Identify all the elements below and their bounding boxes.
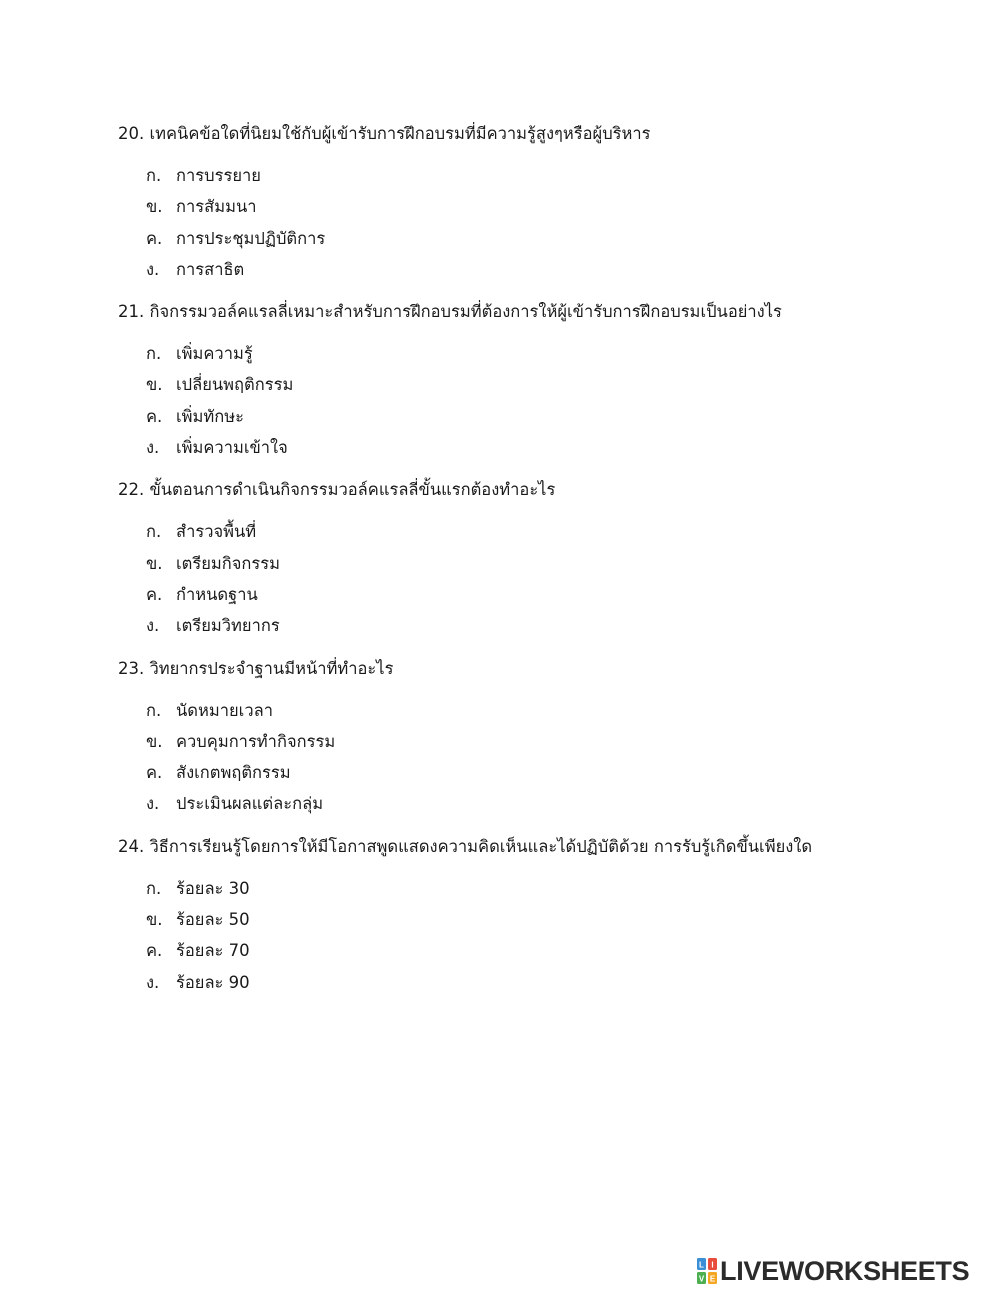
option-text: เตรียมวิทยากร	[176, 616, 280, 636]
option-ngo[interactable]	[118, 254, 978, 285]
options-list	[118, 516, 978, 641]
option-text: ร้อยละ 90	[176, 972, 250, 992]
option-kho-khwai[interactable]	[118, 223, 978, 254]
option-text: การสาธิต	[176, 259, 245, 279]
option-letter: ก.	[146, 522, 162, 542]
option-text: การสัมมนา	[176, 197, 257, 217]
option-kho-khwai[interactable]	[118, 401, 978, 432]
option-text: สำรวจพื้นที่	[176, 522, 257, 542]
option-ko[interactable]	[118, 516, 978, 547]
option-ko[interactable]	[118, 160, 978, 191]
question-24	[118, 833, 978, 998]
option-letter: ข.	[146, 553, 163, 573]
worksheet	[118, 120, 978, 1011]
option-text: สังเกตพฤติกรรม	[176, 763, 291, 783]
option-ngo[interactable]	[118, 788, 978, 819]
option-text: นัดหมายเวลา	[176, 700, 273, 720]
option-ngo[interactable]	[118, 610, 978, 641]
option-letter: ก.	[146, 700, 162, 720]
logo-letter-e: E	[709, 1274, 716, 1284]
option-text: ร้อยละ 50	[176, 910, 250, 930]
option-text: เปลี่ยนพฤติกรรม	[176, 375, 294, 395]
option-letter: ก.	[146, 166, 162, 185]
option-ko[interactable]	[118, 695, 978, 726]
option-kho-khwai[interactable]	[118, 579, 978, 610]
option-text: กำหนดฐาน	[176, 584, 258, 604]
option-letter: ข.	[146, 375, 163, 395]
option-kho[interactable]	[118, 904, 978, 935]
option-letter: ค.	[146, 941, 163, 961]
liveworksheets-brand[interactable]	[697, 1254, 969, 1288]
option-letter: ข.	[146, 910, 163, 930]
option-text: เพิ่มความรู้	[176, 344, 253, 364]
option-letter: ง.	[146, 794, 160, 814]
question-text: 24. วิธีการเรียนรู้โดยการให้มีโอกาสพูดแสดงความคิดเห็นและได้ปฏิบัติด้วย การรับรู้เกิดขึ้นเพียงใด	[118, 836, 813, 856]
option-letter: ข.	[146, 731, 163, 751]
option-text: ประเมินผลแต่ละกลุ่ม	[176, 794, 324, 814]
option-text: ร้อยละ 30	[176, 878, 250, 898]
option-letter: ก.	[146, 344, 162, 364]
logo-letter-l: L	[699, 1260, 704, 1270]
option-text: เตรียมกิจกรรม	[176, 553, 281, 573]
option-letter: ง.	[146, 616, 160, 636]
question-23	[118, 655, 978, 820]
option-letter: ค.	[146, 763, 163, 783]
options-list	[118, 695, 978, 820]
option-letter: ง.	[146, 438, 160, 458]
option-kho[interactable]	[118, 548, 978, 579]
option-letter: ง.	[146, 972, 160, 992]
option-text: การประชุมปฏิบัติการ	[176, 228, 326, 248]
logo-letter-v: V	[698, 1274, 705, 1284]
question-text: 22. ขั้นตอนการดำเนินกิจกรรมวอล์คแรลลี่ขั้นแรกต้องทำอะไร	[118, 480, 556, 500]
question-22	[118, 476, 978, 641]
option-letter: ค.	[146, 406, 163, 426]
option-letter: ข.	[146, 197, 163, 217]
option-text: ร้อยละ 70	[176, 941, 250, 961]
option-kho[interactable]	[118, 726, 978, 757]
option-kho-khwai[interactable]	[118, 935, 978, 966]
option-kho-khwai[interactable]	[118, 757, 978, 788]
logo-letter-i: I	[711, 1260, 714, 1270]
options-list	[118, 338, 978, 463]
option-ngo[interactable]	[118, 432, 978, 463]
question-21	[118, 298, 978, 463]
option-letter: ค.	[146, 584, 163, 604]
option-kho[interactable]	[118, 191, 978, 222]
option-text: การบรรยาย	[176, 166, 261, 185]
question-text: 23. วิทยากรประจำฐานมีหน้าที่ทำอะไร	[118, 658, 394, 678]
option-ko[interactable]	[118, 338, 978, 369]
option-text: ควบคุมการทำกิจกรรม	[176, 731, 336, 751]
option-letter: ง.	[146, 259, 160, 279]
brand-name: LIVEWORKSHEETS	[720, 1256, 970, 1286]
option-kho[interactable]	[118, 369, 978, 400]
options-list	[118, 160, 978, 285]
option-letter: ก.	[146, 878, 162, 898]
liveworksheets-logo-icon	[697, 1258, 717, 1284]
question-20	[118, 120, 978, 285]
option-ko[interactable]	[118, 873, 978, 904]
options-list	[118, 873, 978, 998]
option-ngo[interactable]	[118, 967, 978, 998]
option-letter: ค.	[146, 228, 163, 248]
option-text: เพิ่มทักษะ	[176, 406, 244, 426]
question-text: 21. กิจกรรมวอล์คแรลลี่เหมาะสำหรับการฝึกอบรมที่ต้องการให้ผู้เข้ารับการฝึกอบรมเป็นอย่างไร	[118, 302, 782, 322]
question-text: 20. เทคนิคข้อใดที่นิยมใช้กับผู้เข้ารับการฝึกอบรมที่มีความรู้สูงๆหรือผู้บริหาร	[118, 124, 651, 143]
option-text: เพิ่มความเข้าใจ	[176, 438, 288, 458]
